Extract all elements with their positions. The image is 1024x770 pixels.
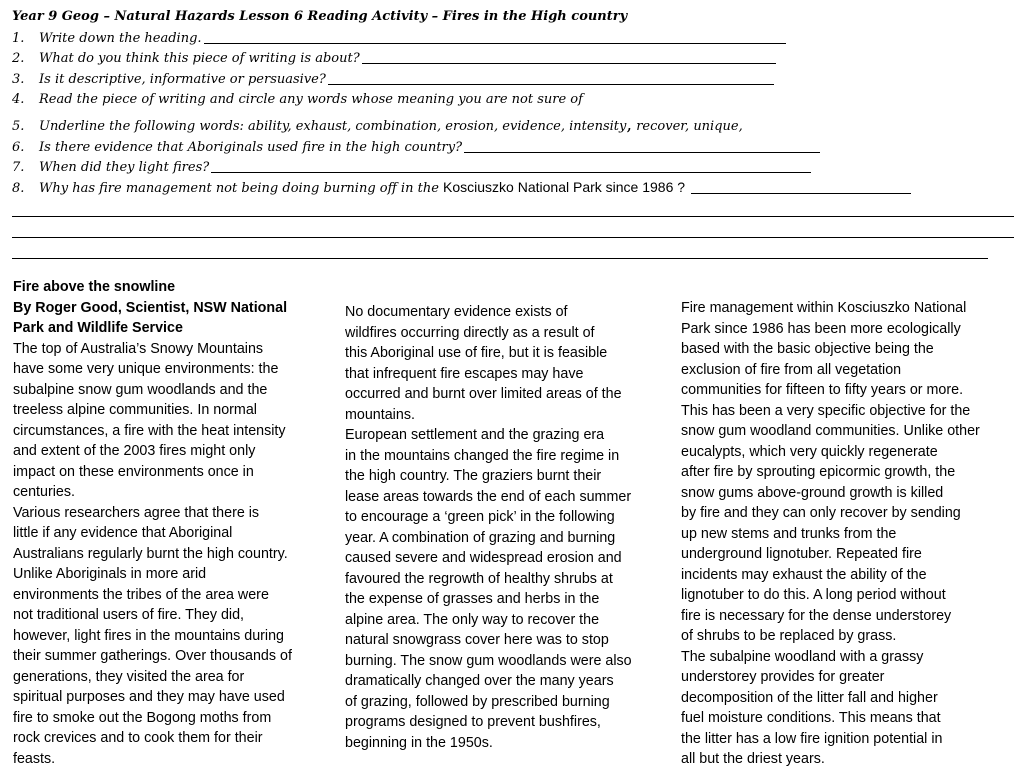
answer-line[interactable]: [211, 172, 811, 173]
answer-line[interactable]: [204, 43, 786, 44]
answer-line[interactable]: [328, 84, 774, 85]
question-number: 1.: [12, 30, 25, 46]
article-line: up new stems and trunks from the: [681, 525, 897, 542]
article-line: Australians regularly burnt the high country.: [13, 545, 288, 562]
article-line: spiritual purposes and they may have used: [13, 689, 285, 705]
article-line: little if any evidence that Aboriginal: [13, 525, 233, 541]
article-line: impact on these environments once in: [13, 463, 254, 480]
article-line: communities for fifteen to fifty years or more.: [681, 382, 964, 398]
article-line: lease areas towards the end of each summer: [345, 488, 632, 505]
article-line: fuel moisture conditions. This means that: [681, 710, 941, 726]
article-line: the expense of grasses and herbs in the: [345, 591, 600, 607]
article-line: and extent of the 2003 fires might only: [13, 443, 256, 459]
article-line: all but the driest years.: [681, 751, 825, 767]
question-number: 2.: [12, 51, 25, 66]
question-text-part: Kosciuszko National Park since 1986 ?: [443, 178, 686, 195]
question-4: [12, 88, 1017, 109]
question-7: [12, 156, 1017, 177]
article-line: caused severe and widespread erosion and: [345, 550, 622, 566]
article-line: programs designed to prevent bushfires,: [345, 714, 601, 730]
article-line: mountains.: [345, 406, 415, 423]
article-line: snow gum woodland communities. Unlike other: [681, 423, 980, 439]
article-line: fire is necessary for the dense understorey: [681, 607, 952, 624]
question-text-comma: ,: [626, 114, 633, 135]
article-line: natural snowgrass cover here was to stop: [345, 632, 609, 648]
question-text: Read the piece of writing and circle any words whose meaning you are not sure of: [39, 92, 583, 107]
article-line: understorey provides for greater: [681, 669, 885, 685]
question-text: Is it descriptive, informative or persuasive?: [39, 71, 326, 87]
article-line: have some very unique environments: the: [13, 361, 279, 377]
article-line: treeless alpine communities. In normal: [13, 402, 257, 418]
article-heading: Fire above the snowline: [13, 279, 176, 295]
question-text: Write down the heading.: [39, 30, 202, 46]
question-8: [12, 176, 1017, 197]
article-line: however, light fires in the mountains during: [13, 627, 284, 644]
question-3: [12, 67, 1017, 88]
article-line: of grazing, followed by prescribed burning: [345, 693, 610, 710]
question-number: 7.: [12, 160, 25, 175]
article-line: Various researchers agree that there is: [13, 504, 260, 521]
article-text: [13, 339, 328, 770]
article-byline: Park and Wildlife Service: [13, 320, 183, 336]
article-line: by fire and they can only recover by sending: [681, 505, 961, 521]
article-line: burning. The snow gum woodlands were also: [345, 652, 632, 669]
question-text: When did they light fires?: [39, 160, 210, 175]
article-line: eucalypts, which very quickly regenerate: [681, 443, 938, 460]
question-number: 3.: [12, 71, 25, 87]
article-line: lignotuber to do this. A long period without: [681, 587, 946, 603]
article-line: not traditional users of fire. They did,: [13, 607, 244, 623]
article-line: occurred and burnt over limited areas of the: [345, 386, 622, 402]
answer-line[interactable]: [691, 193, 911, 194]
article-line: generations, they visited the area for: [13, 668, 245, 685]
article-column-2: [345, 302, 665, 753]
question-text-part: Why has fire management not being doing burning off in the: [39, 180, 444, 196]
article-line: No documentary evidence exists of: [345, 304, 568, 320]
article-line: to encourage a ‘green pick’ in the following: [345, 509, 615, 525]
article-line: this Aboriginal use of fire, but it is feasible: [345, 345, 608, 361]
question-number: 6.: [12, 139, 25, 155]
article-line: beginning in the 1950s.: [345, 734, 493, 751]
article-line: Unlike Aboriginals in more arid: [13, 566, 207, 582]
article-line: the high country. The graziers burnt their: [345, 468, 602, 484]
article-column-1: [13, 277, 328, 769]
answer-line-extra[interactable]: [12, 258, 988, 259]
article-line: subalpine snow gum woodlands and the: [13, 381, 268, 398]
question-text-part: recover, unique,: [632, 119, 743, 134]
article-line: decomposition of the litter fall and higher: [681, 689, 938, 706]
worksheet-title: Year 9 Geog – Natural Hazards Lesson 6 Reading Activity – Fires in the High country: [12, 9, 628, 24]
article-line: based with the basic objective being the: [681, 341, 934, 357]
question-number: 4.: [12, 92, 25, 107]
article-byline: By Roger Good, Scientist, NSW National: [13, 299, 288, 316]
article-line: dramatically changed over the many years: [345, 673, 614, 689]
question-text: What do you think this piece of writing is about?: [39, 51, 360, 66]
worksheet-header: [12, 8, 1017, 197]
question-text: [39, 116, 743, 135]
answer-line[interactable]: [464, 152, 820, 153]
article-line: incidents may exhaust the ability of the: [681, 566, 927, 583]
question-2: [12, 47, 1017, 68]
question-text: Is there evidence that Aboriginals used fire in the high country?: [39, 139, 463, 155]
article-line: favoured the regrowth of healthy shrubs at: [345, 570, 613, 587]
article-line: centuries.: [13, 484, 75, 500]
article-line: Fire management within Kosciuszko National: [681, 300, 967, 316]
article-line: wildfires occurring directly as a result of: [345, 324, 595, 341]
article-line: their summer gatherings. Over thousands of: [13, 648, 292, 664]
question-number: 8.: [12, 180, 25, 196]
question-1: [12, 26, 1017, 47]
answer-line[interactable]: [362, 63, 776, 64]
article-line: rock crevices and to cook them for their: [13, 730, 263, 746]
article-line: in the mountains changed the fire regime in: [345, 447, 620, 464]
question-5: [12, 108, 1017, 135]
article-line: European settlement and the grazing era: [345, 427, 605, 443]
article-column-3: [681, 298, 1017, 770]
article-line: circumstances, a fire with the heat intensity: [13, 422, 286, 439]
article-line: This has been a very specific objective for the: [681, 402, 971, 419]
article-line: feasts.: [13, 750, 56, 767]
question-text: [39, 179, 685, 197]
question-text-part: Underline the following words: ability, exhaust, combination, erosion, evidence, intensity: [39, 119, 627, 134]
article-line: alpine area. The only way to recover the: [345, 611, 600, 628]
answer-line-extra[interactable]: [12, 237, 1014, 238]
article-line: The top of Australia’s Snowy Mountains: [13, 340, 264, 357]
article-line: The subalpine woodland with a grassy: [681, 648, 924, 665]
article-line: environments the tribes of the area were: [13, 586, 269, 603]
article-line: snow gums above-ground growth is killed: [681, 484, 944, 501]
answer-line-extra[interactable]: [12, 216, 1014, 217]
article-line: fire to smoke out the Bogong moths from: [13, 709, 272, 726]
article-line: after fire by sprouting epicormic growth, the: [681, 464, 956, 480]
question-number: 5.: [12, 119, 25, 134]
article-line: underground lignotuber. Repeated fire: [681, 546, 922, 562]
article-line: of shrubs to be replaced by grass.: [681, 628, 897, 644]
article-line: exclusion of fire from all vegetation: [681, 361, 902, 378]
article-line: Park since 1986 has been more ecologically: [681, 320, 961, 337]
article-line: that infrequent fire escapes may have: [345, 365, 584, 382]
article-line: the litter has a low fire ignition potential in: [681, 730, 943, 747]
article-line: year. A combination of grazing and burning: [345, 529, 616, 546]
question-6: [12, 135, 1017, 156]
